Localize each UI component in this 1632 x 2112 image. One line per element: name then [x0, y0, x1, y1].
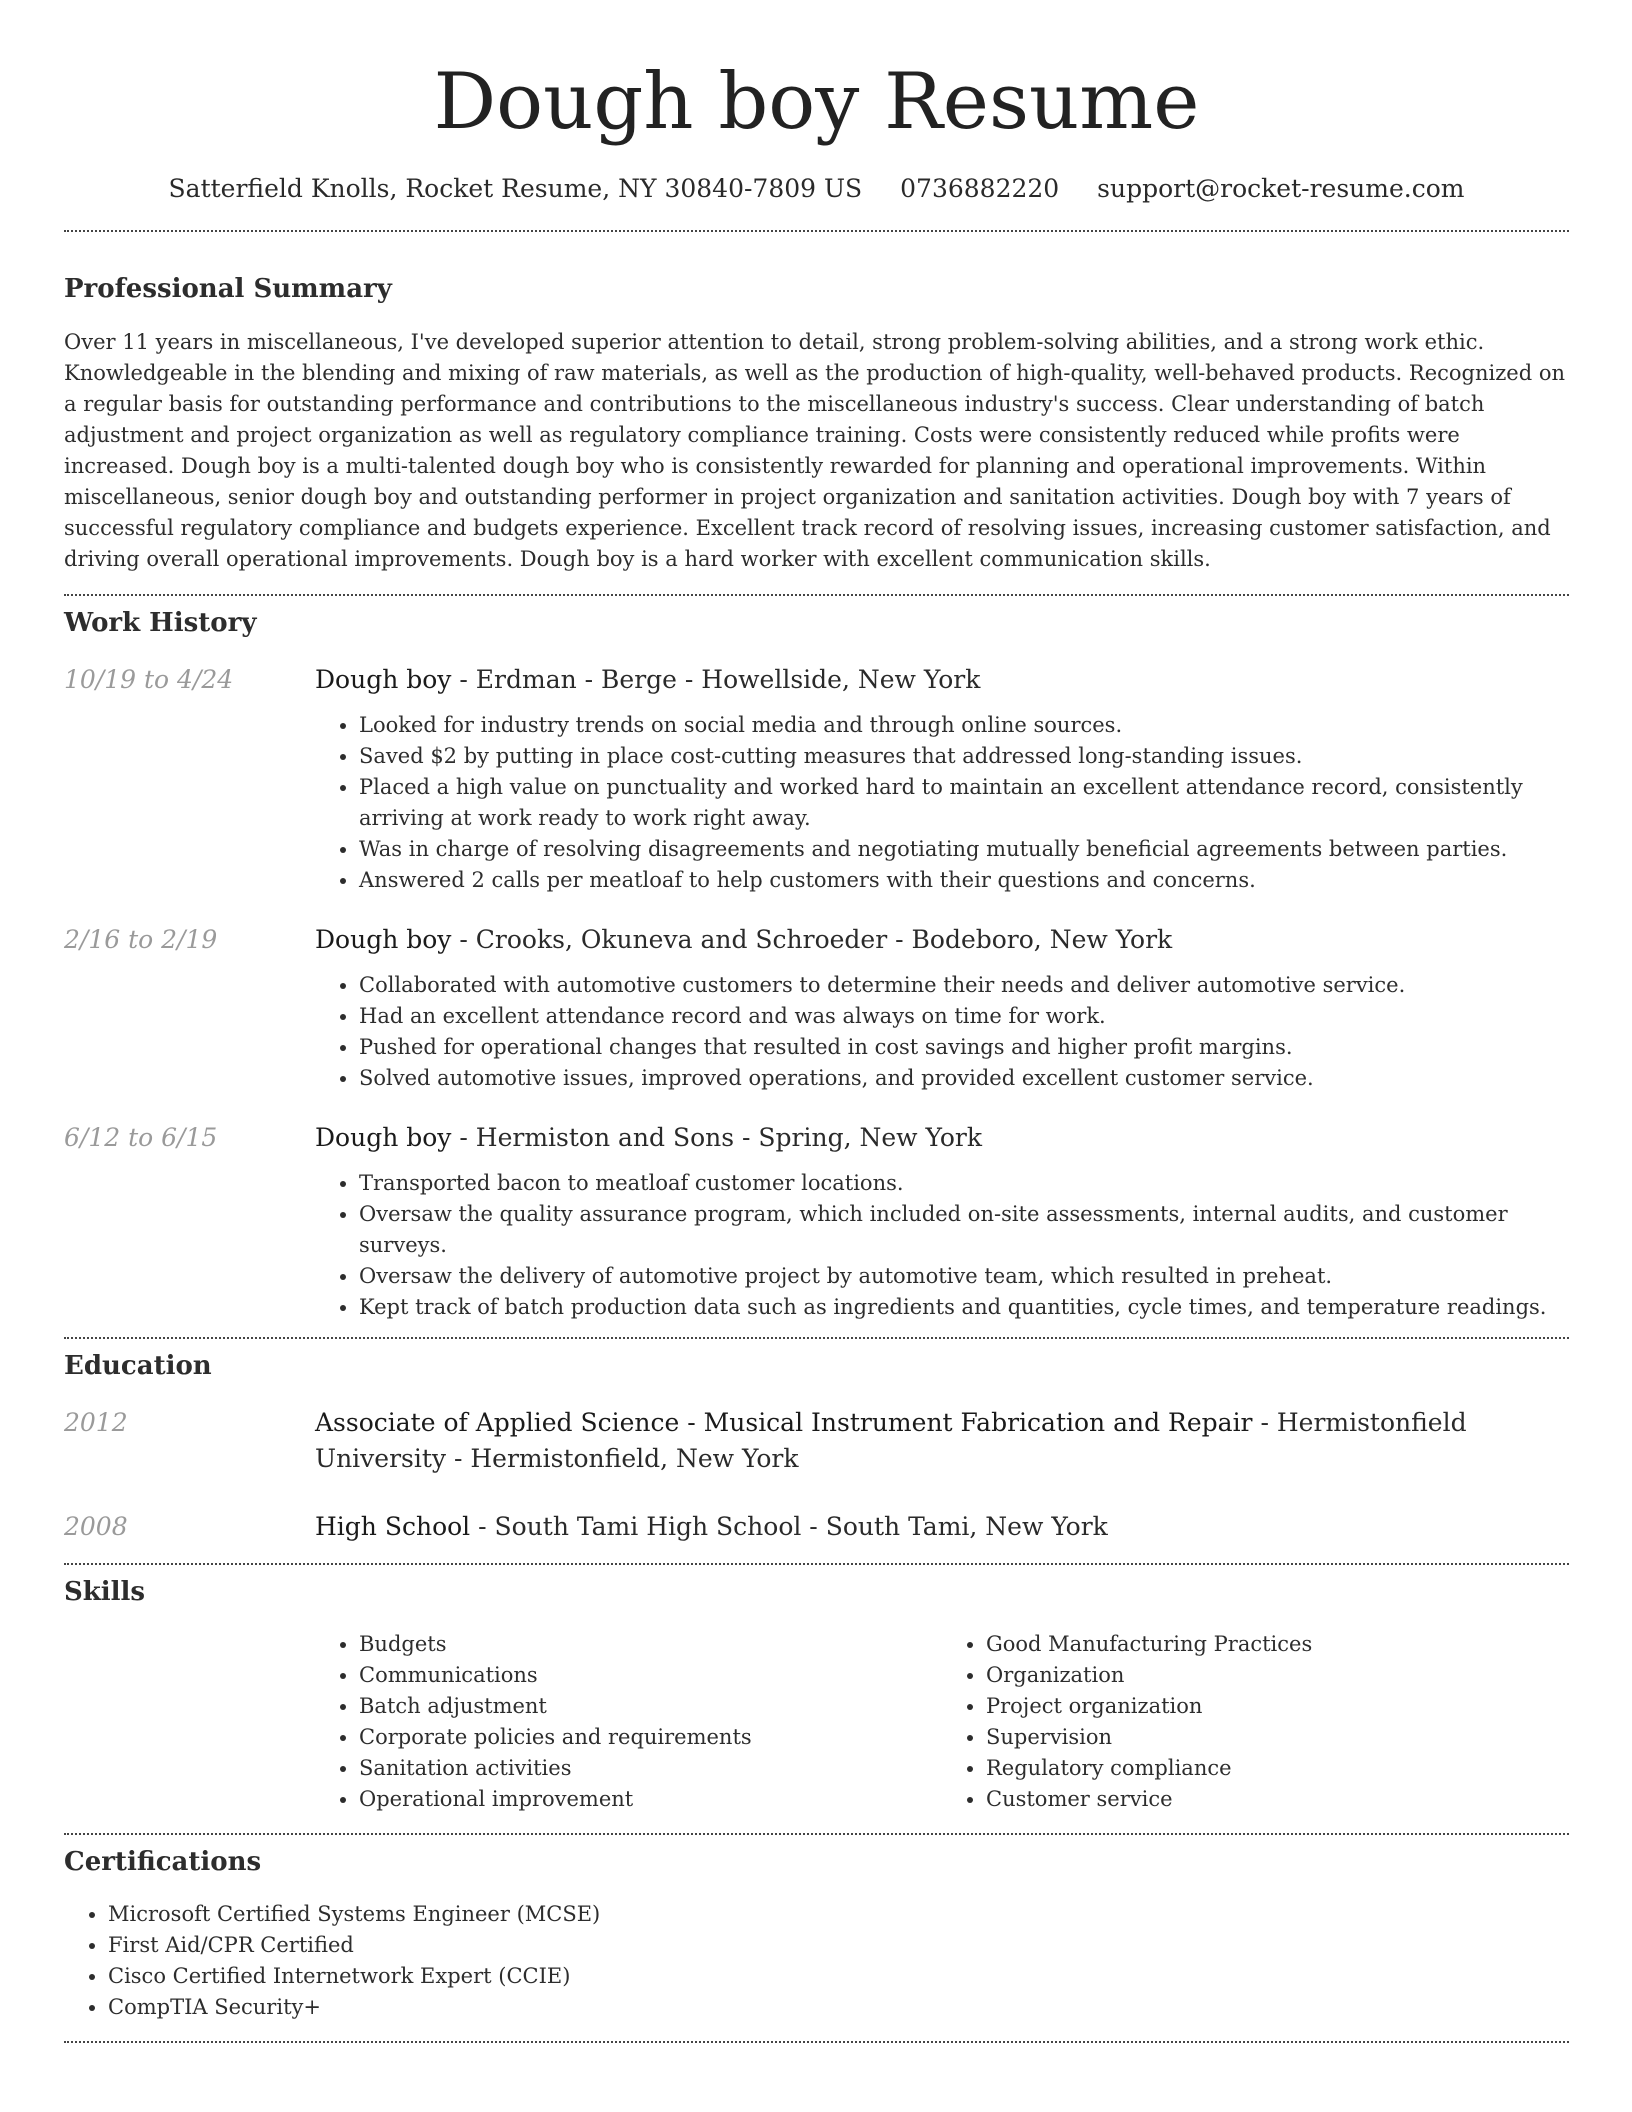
- list-item: • Corporate policies and requirements: [359, 1722, 942, 1753]
- section-title-skills: Skills: [64, 1577, 146, 1607]
- list-item: • Answered 2 calls per meatloaf to help customers with their questions and concerns.: [359, 865, 1569, 896]
- summary-text: Over 11 years in miscellaneous, I've developed superior attention to detail, strong problem-solving abilities, and a strong work ethic. Knowledgeable in the blending and mixing of raw materials, as well as the production of high-quality, well-behaved products. Recognized on a regular basis for outstanding performance and contributions to the miscellaneous industry's success. Clear understanding of batch adjustment and project organization as well as regulatory compliance training. Costs were consistently reduced while profits were increased. Dough boy is a multi-talented dough boy who is consistently rewarded for planning and operational improvements. Within miscellaneous, senior dough boy and outstanding performer in project organization and sanitation activities. Dough boy with 7 years of successful regulatory compliance and budgets experience. Excellent track record of resolving issues, increasing customer satisfaction, and driving overall operational improvements. Dough boy is a hard worker with excellent communication skills.: [64, 330, 1566, 571]
- list-item: • Transported bacon to meatloaf customer locations.: [359, 1168, 1569, 1199]
- list-item: • Oversaw the quality assurance program, which included on-site assessments, internal audits, and customer surveys.: [359, 1199, 1569, 1261]
- job-heading: [315, 662, 1569, 698]
- divider: [64, 1833, 1569, 1835]
- job-dates: 6/12 to 6/15: [64, 1123, 218, 1152]
- job-role: Dough boy: [315, 1123, 452, 1152]
- skills-section: [64, 1575, 1569, 1815]
- contact-phone: 0736882220: [900, 174, 1060, 203]
- list-item: • Project organization: [986, 1691, 1569, 1722]
- list-item: • Placed a high value on punctuality and worked hard to maintain an excellent attendance record, consistently arriving at work ready to work right away.: [359, 772, 1569, 834]
- job-employer: - Hermiston and Sons - Spring, New York: [451, 1123, 982, 1152]
- divider: [64, 230, 1569, 232]
- skills-columns: [315, 1629, 1569, 1815]
- list-item: • Had an excellent attendance record and was always on time for work.: [359, 1001, 1569, 1032]
- list-item: • Cisco Certified Internetwork Expert (CCIE): [108, 1961, 1569, 1992]
- list-item: • Organization: [986, 1660, 1569, 1691]
- summary-section: [64, 272, 1569, 575]
- list-item: • First Aid/CPR Certified: [108, 1930, 1569, 1961]
- contact-line: [64, 172, 1569, 206]
- section-title-education: Education: [64, 1351, 212, 1381]
- list-item: • Budgets: [359, 1629, 942, 1660]
- resume-name: Dough boy Resume: [433, 57, 1200, 147]
- list-item: • Sanitation activities: [359, 1753, 942, 1784]
- contact-address: Satterfield Knolls, Rocket Resume, NY 30840-7809 US: [168, 174, 863, 203]
- job-role: Dough boy: [315, 925, 452, 954]
- skills-list-right: [942, 1629, 1569, 1815]
- list-item: • Customer service: [986, 1784, 1569, 1815]
- job-dates: 2/16 to 2/19: [64, 925, 218, 954]
- list-item: • Operational improvement: [359, 1784, 942, 1815]
- job-entry: [64, 1120, 1569, 1323]
- list-item: • Solved automotive issues, improved operations, and provided excellent customer service.: [359, 1063, 1569, 1094]
- job-role: Dough boy: [315, 665, 452, 694]
- job-bullets: [315, 1168, 1569, 1323]
- education-year: 2008: [64, 1512, 128, 1541]
- job-heading: [315, 1120, 1569, 1156]
- section-title-work-history: Work History: [64, 608, 257, 638]
- section-title-summary: Professional Summary: [64, 274, 392, 304]
- skills-list-left: [315, 1629, 942, 1815]
- job-dates: 10/19 to 4/24: [64, 665, 234, 694]
- job-employer: - Crooks, Okuneva and Schroeder - Bodeboro, New York: [451, 925, 1173, 954]
- section-title-certifications: Certifications: [64, 1847, 262, 1877]
- work-history-section: [64, 606, 1569, 1323]
- job-heading: [315, 922, 1569, 958]
- education-entry: [64, 1405, 1569, 1477]
- education-heading: [315, 1509, 1569, 1545]
- education-degree: Associate of Applied Science - Musical Instrument Fabrication and Repair: [315, 1408, 1253, 1437]
- contact-email: support@rocket-resume.com: [1097, 174, 1465, 203]
- job-employer: - Erdman - Berge - Howellside, New York: [451, 665, 981, 694]
- resume-page: [64, 0, 1569, 2043]
- certifications-section: [64, 1845, 1569, 2023]
- education-year: 2012: [64, 1408, 128, 1437]
- list-item: • Regulatory compliance: [986, 1753, 1569, 1784]
- job-bullets: [315, 970, 1569, 1094]
- job-bullets: [315, 710, 1569, 896]
- list-item: • Was in charge of resolving disagreements and negotiating mutually beneficial agreements between parties.: [359, 834, 1569, 865]
- education-entry: [64, 1509, 1569, 1545]
- education-school: - South Tami High School - South Tami, New York: [470, 1512, 1108, 1541]
- list-item: • Saved $2 by putting in place cost-cutting measures that addressed long-standing issues.: [359, 741, 1569, 772]
- list-item: • Looked for industry trends on social media and through online sources.: [359, 710, 1569, 741]
- list-item: • Kept track of batch production data such as ingredients and quantities, cycle times, and temperature readings.: [359, 1292, 1569, 1323]
- education-heading: [315, 1405, 1569, 1477]
- divider: [64, 1337, 1569, 1339]
- divider: [64, 594, 1569, 596]
- job-entry: [64, 662, 1569, 896]
- certifications-list: [64, 1899, 1569, 2023]
- list-item: • Microsoft Certified Systems Engineer (MCSE): [108, 1899, 1569, 1930]
- list-item: • Pushed for operational changes that resulted in cost savings and higher profit margins.: [359, 1032, 1569, 1063]
- list-item: • Supervision: [986, 1722, 1569, 1753]
- education-section: [64, 1349, 1569, 1545]
- education-degree: High School: [315, 1512, 471, 1541]
- education-school: - Hermistonfield University - Hermistonfield, New York: [315, 1408, 1467, 1473]
- list-item: • Collaborated with automotive customers to determine their needs and deliver automotive service.: [359, 970, 1569, 1001]
- divider: [64, 1563, 1569, 1565]
- list-item: • Good Manufacturing Practices: [986, 1629, 1569, 1660]
- list-item: • Communications: [359, 1660, 942, 1691]
- list-item: • Batch adjustment: [359, 1691, 942, 1722]
- divider: [64, 2041, 1569, 2043]
- list-item: • Oversaw the delivery of automotive project by automotive team, which resulted in preheat.: [359, 1261, 1569, 1292]
- list-item: • CompTIA Security+: [108, 1992, 1569, 2023]
- job-entry: [64, 922, 1569, 1094]
